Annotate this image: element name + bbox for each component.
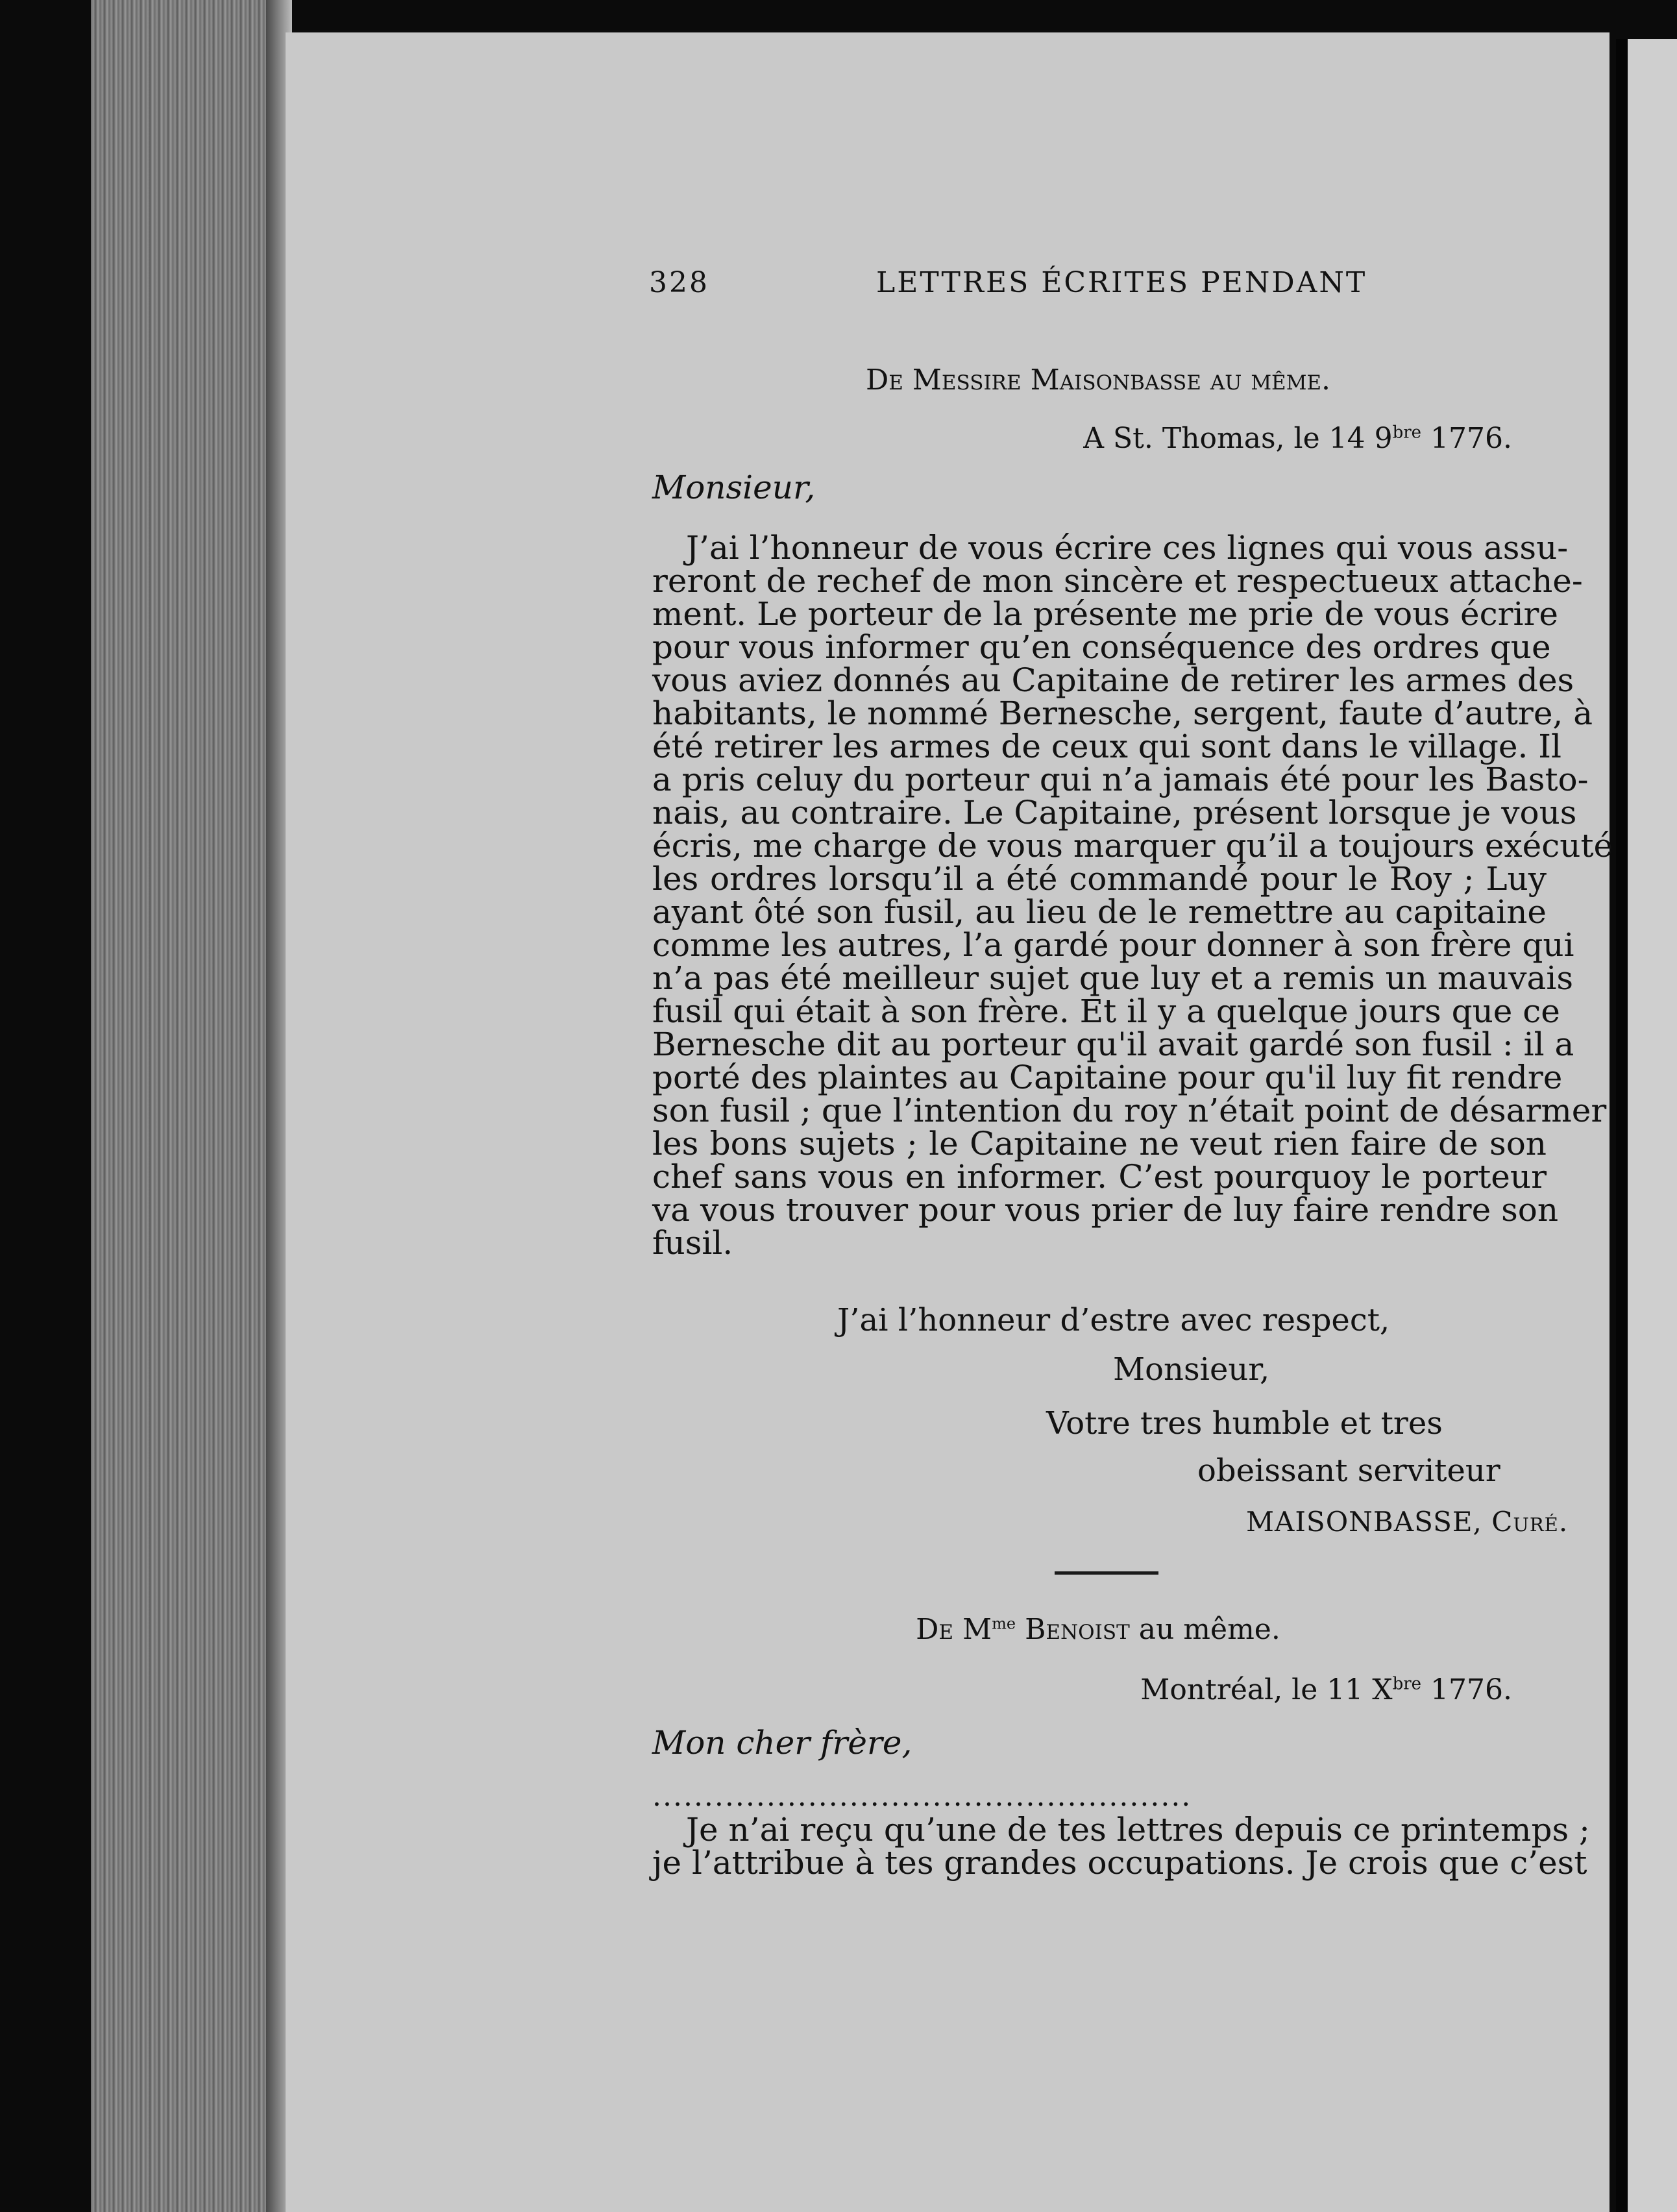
body-line: a pris celuy du porteur qui n’a jamais été pour les Basto- (652, 761, 1589, 798)
body-line: son fusil ; que l’intention du roy n’était point de désarmer (652, 1092, 1607, 1129)
body-line: Bernesche dit au porteur qu'il avait gardé son fusil : il a (652, 1026, 1574, 1063)
body-line: vous aviez donnés au Capitaine de retirer les armes des (652, 661, 1574, 699)
body-line: je l’attribue à tes grandes occupations. Je crois que c’est (652, 1844, 1587, 1882)
closing-valediction: obeissant serviteur (1197, 1453, 1500, 1489)
section-divider (1055, 1571, 1158, 1575)
body-line: habitants, le nommé Bernesche, sergent, faute d’autre, à (652, 694, 1593, 732)
running-head (649, 266, 1547, 305)
omission-dots: .................................................... (652, 1780, 1192, 1813)
letter-place-date: Montréal, le 11 $X^{bre}$ 1776. (1140, 1673, 1512, 1706)
body-line: porté des plaintes au Capitaine pour qu'il luy fit rendre (652, 1059, 1563, 1096)
facing-page-edge (1616, 39, 1677, 2212)
body-line: pour vous informer qu’en conséquence des ordres que (652, 628, 1551, 666)
body-line: J’ai l’honneur de vous écrire ces lignes qui vous assu- (686, 529, 1569, 567)
body-line: chef sans vous en informer. C’est pourquoy le porteur (652, 1158, 1547, 1196)
signature: MAISONBASSE, Curé. (1246, 1506, 1569, 1538)
closing-valediction: Votre tres humble et tres (1046, 1405, 1443, 1442)
body-line: comme les autres, l’a gardé pour donner à son frère qui (652, 926, 1574, 964)
body-line: ment. Le porteur de la présente me prie de vous écrire (652, 595, 1559, 633)
closing-phrase: J’ai l’honneur d’estre avec respect, (837, 1302, 1390, 1338)
letter-heading: De Messire Maisonbasse au même. (865, 363, 1331, 397)
body-line: ayant ôté son fusil, au lieu de le remettre au capitaine (652, 893, 1547, 931)
book-page-edges (91, 0, 270, 2212)
body-line: écris, me charge de vous marquer qu’il a toujours exécuté (652, 827, 1613, 865)
body-line: nais, au contraire. Le Capitaine, présent lorsque je vous (652, 794, 1577, 831)
body-line: reront de rechef de mon sincère et respectueux attache- (652, 562, 1583, 600)
letter-heading: De $M^{me}$ Benoist au même. (916, 1613, 1280, 1646)
body-line: n’a pas été meilleur sujet que luy et a remis un mauvais (652, 959, 1574, 997)
body-line: fusil. (652, 1224, 733, 1262)
body-line: fusil qui était à son frère. Et il y a quelque jours que ce (652, 992, 1560, 1030)
body-line: Je n’ai reçu qu’une de tes lettres depuis ce printemps ; (686, 1811, 1590, 1849)
body-line: les bons sujets ; le Capitaine ne veut rien faire de son (652, 1125, 1547, 1162)
running-title: LETTRES ÉCRITES PENDANT (876, 266, 1367, 299)
letter-salutation: Mon cher frère, (652, 1724, 912, 1762)
body-line: été retirer les armes de ceux qui sont dans le village. Il (652, 728, 1562, 765)
letter-salutation: Monsieur, (652, 469, 816, 506)
letter-place-date: A St. Thomas, le 14 $9^{bre}$ 1776. (1083, 422, 1512, 455)
closing-address: Monsieur, (1113, 1351, 1270, 1388)
page-number: 328 (649, 266, 709, 299)
body-line: les ordres lorsqu’il a été commandé pour le Roy ; Luy (652, 860, 1547, 898)
body-line: va vous trouver pour vous prier de luy faire rendre son (652, 1191, 1559, 1229)
